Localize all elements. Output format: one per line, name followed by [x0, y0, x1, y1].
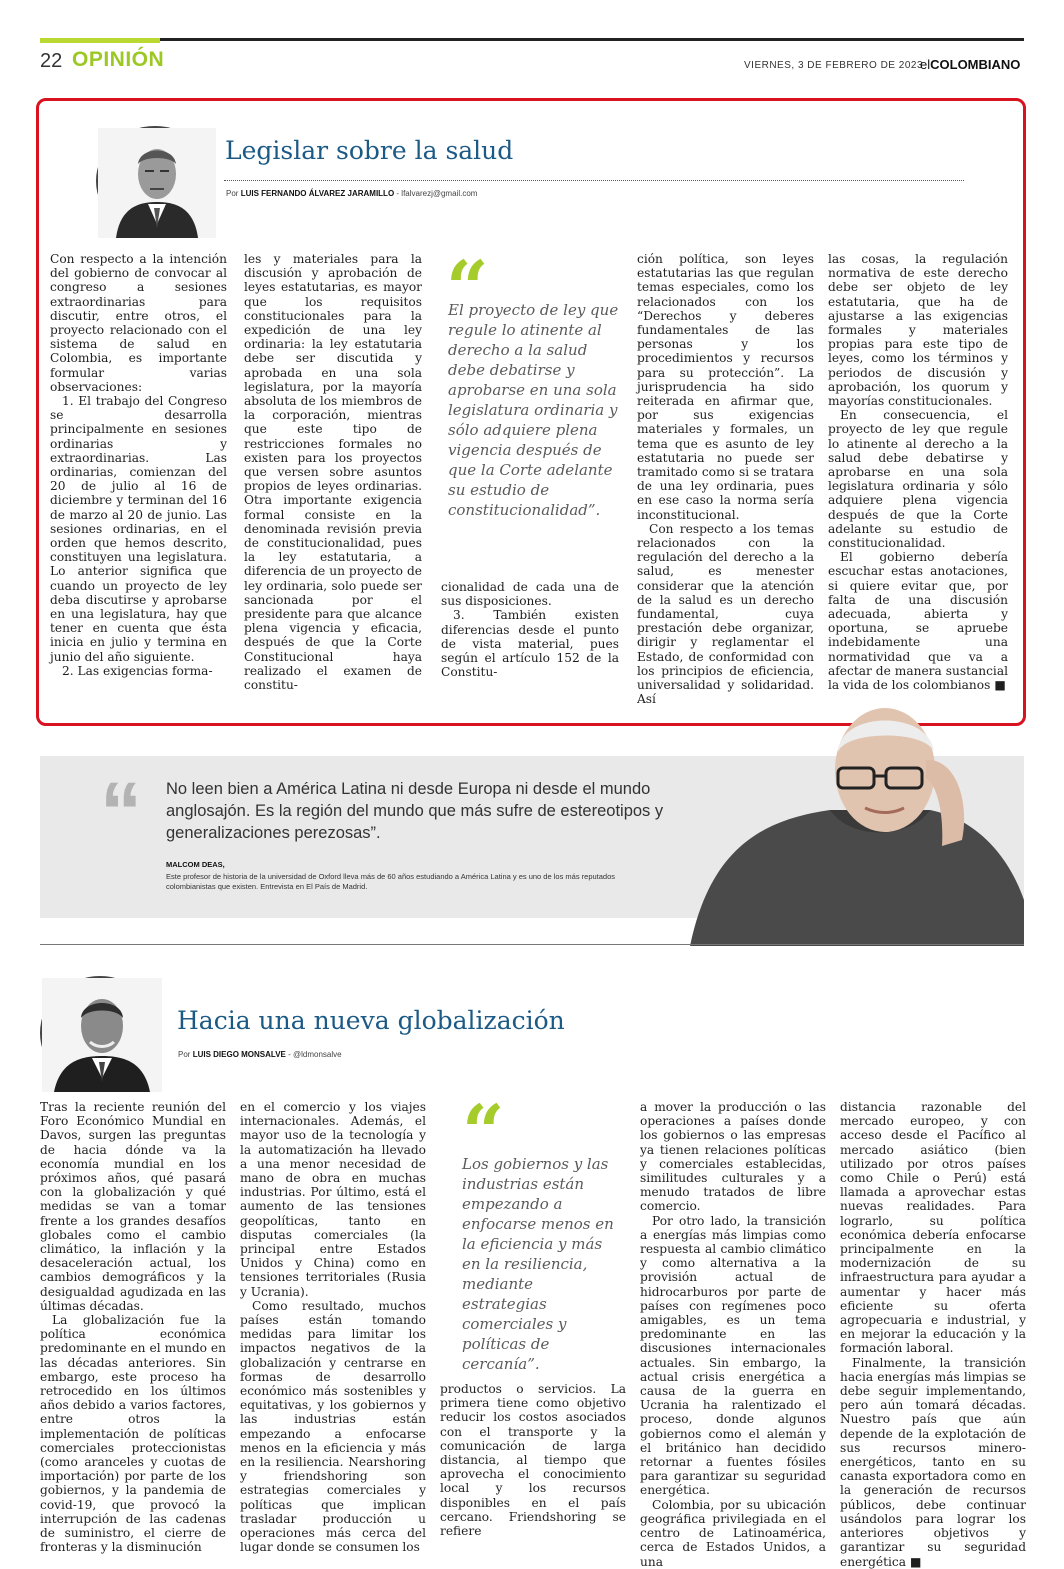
pull-quote: El proyecto de ley que regule lo atinente al derecho a la salud debe debatirse y aprobarse en una sola legislatura ordinaria y sólo adquiere plena vigencia después de que la Corte adelante su estudio de constitucionalidad”. [448, 301, 619, 519]
photo-illustration [680, 700, 1024, 946]
byline: Por LUIS DIEGO MONSALVE - @ldmonsalve [178, 1050, 342, 1059]
portrait-illustration [98, 128, 216, 238]
header-accent [40, 38, 160, 43]
pull-quote-mark: “ [462, 1090, 505, 1176]
paragraph: Por otro lado, la transición a energías más limpias como respuesta al cambio climático y como alternativa a la provisión actual de hidrocarburos por parte de países con regímenes poco amigables, es un tema predominante en las discusiones internacionales actuales. Sin embargo, la actual crisis energética a causa de la guerra en Ucrania ha ralentizado el proceso, donde algunos gobiernos como el alemán y el británico han decidido retornar a fuentes fósiles para garantizar su seguridad energética. [640, 1213, 826, 1498]
paragraph: en el comercio y los viajes internacionales. Además, el mayor uso de la tecnología y la automatización ha llevado a una menor necesidad de mano de obra en muchas industrias. Por último, está el aumento de las tensiones geopolíticas, tanto en disputas comerciales (la principal entre Estados Unidos y China) como en tensiones territoriales (Rusia y Ucrania). [240, 1100, 426, 1299]
paragraph: 1. El trabajo del Congreso se desarrolla principalmente en sesiones ordinarias y extraordinarias. Las ordinarias, comienzan del 20 de julio al 16 de diciembre y terminan del 16 de marzo al 20 de junio. Las sesiones ordinarias, en el orden que hemos descrito, constituyen una legislatura. Lo anterior significa que cuando un proyecto de ley deba discutirse y aprobarse en una legislatura, hay que tener en cuenta que ésta inicia en julio y termina en junio del año siguiente. [50, 394, 227, 664]
article-column-2 [240, 1100, 426, 1555]
band-quote-mark: “ [100, 765, 142, 859]
paragraph: las cosas, la regulación normativa de este derecho debe ser objeto de ley estatutaria, que ha de ajustarse a las exigencias formales y materiales propias para este tipo de leyes, como los términos y periodos de discusión y aprobación, los quorum y mayorías constitucionales. [828, 252, 1008, 409]
paragraph: Finalmente, la transición hacia energías más limpias se debe seguir implementando, pero aún tomará décadas. Nuestro país que aún depende de la explotación de sus recursos minero-energéticos, tanto en su canasta exportadora como en la generación de recursos públicos, debe continuar usándolos para lograr los anteriores objetivos y garantizar su seguridad energética ■ [840, 1355, 1026, 1569]
paragraph: Colombia, por su ubicación geográfica privilegiada en el centro de Latinoamérica, cerca de Estados Unidos, a una [640, 1497, 826, 1569]
article-headline: Hacia una nueva globalización [177, 1006, 565, 1035]
headline-dotted-rule [224, 180, 964, 181]
article-column-5 [828, 252, 1008, 692]
author-portrait [40, 976, 160, 1090]
paragraph: En consecuencia, el proyecto de ley que regule lo atinente al derecho a la salud debe debatirse y aprobarse en una sola legislatura ordinaria y sólo adquiere plena vigencia después de que la Corte adelante su estudio de constitucionalidad. [828, 408, 1008, 551]
paragraph: El gobierno debería escuchar estas anotaciones, si quiere evitar que, por falta de una discusión adecuada, abierta y oportuna, se apruebe indebidamente una normatividad que va a afectar de manera sustancial la vida de los colombianos ■ [828, 550, 1008, 693]
pull-quote: Los gobiernos y las industrias están empezando a enfocarse menos en la eficiencia y más en la resiliencia, mediante estrategias comerciales y políticas de cercanía”. [462, 1155, 614, 1373]
page-number: 22 [40, 50, 63, 72]
article-headline: Legislar sobre la salud [225, 136, 514, 165]
author-portrait [96, 126, 214, 236]
paragraph: distancia razonable del mercado europeo, y con acceso desde el Pacífico al mercado asiático (bien utilizado por otros países como Chile o Perú) está llamada a aprovechar estas nuevas realidades. Para lograrlo, su política económica debería enfocarse principalmente en la modernización de su infraestructura para ayudar a aumentar y hacer más eficiente su oferta agropecuaria e industrial, y en mejorar la educación y la formación laboral. [840, 1100, 1026, 1356]
byline: Por LUIS FERNANDO ÁLVAREZ JARAMILLO - lfalvarezj@gmail.com [226, 189, 478, 198]
paragraph: a mover la producción o las operaciones a países donde los gobiernos o las empresas ya tienen relaciones políticas y comerciales establecidas, similitudes culturales y a menudo tratados de libre comercio. [640, 1100, 826, 1214]
paragraph: cionalidad de cada una de sus disposiciones. [441, 580, 619, 609]
band-quote-bio: Este profesor de historia de la universidad de Oxford lleva más de 60 años estudiando a América Latina y es uno de los más reputados colombianistas que existen. Entrevista en El País de Madrid. [166, 872, 616, 891]
header-rule [40, 38, 1024, 41]
article-column-1 [40, 1100, 226, 1555]
article-column-4 [637, 252, 814, 707]
pull-quote-mark: “ [446, 246, 489, 332]
paragraph: Con respecto a los temas relacionados con la regulación del derecho a la salud, es menester considerar que la atención de la salud es un derecho fundamental, cuya prestación debe organizar, dirigir y reglamentar el Estado, de conformidad con los principios de eficiencia, universalidad y solidaridad. Así [637, 521, 814, 707]
paragraph: Tras la reciente reunión del Foro Económico Mundial en Davos, surgen las preguntas de hacia dónde va la economía mundial en los próximos años, qué pasará con la globalización y qué medidas se van a tomar frente a los grandes desafíos globales como el cambio climático, la inflación y la desaceleración actual, los cambios demográficos y la desigualdad agudizada en las últimas décadas. [40, 1100, 226, 1313]
article-column-4 [640, 1100, 826, 1569]
section-divider [40, 944, 1024, 945]
issue-date: VIERNES, 3 DE FEBRERO DE 2023 [744, 60, 924, 71]
article-column-2 [244, 252, 422, 692]
article-column-3 [441, 580, 619, 679]
article-column-5 [840, 1100, 1026, 1569]
paragraph: les y materiales para la discusión y aprobación de leyes estatutarias, es mayor que los requisitos constitucionales para la expedición de una ley ordinaria: la ley estatutaria debe ser discutida y aprobada en una sola legislatura, por la mayoría absoluta de los miembros de la corporación, mientras que este tipo de restricciones formales no existen para los proyectos que versen sobre asuntos propios de leyes ordinarias. Otra importante exigencia formal consiste en la denominada revisión previa de constitucionalidad, pues la ley estatutaria, a diferencia de un proyecto de ley ordinaria, solo puede ser sancionada por el presidente para que alcance plena vigencia y eficacia, después de que la Corte Constitucional haya realizado el examen de constitu- [244, 252, 422, 693]
portrait-illustration [42, 978, 162, 1092]
paragraph: Con respecto a la intención del gobierno de convocar al congreso a sesiones extraordinarias para discutir, entre otros, el proyecto relacionado con el sistema de salud en Colombia, es importante formular varias observaciones: [50, 252, 227, 394]
paragraph: productos o servicios. La primera tiene como objetivo reducir los costos asociados con el transporte y la comunicación de larga distancia, al tiempo que aprovecha el conocimiento local y los recursos disponibles en el país cercano. Friendshoring se refiere [440, 1382, 626, 1539]
paragraph: 2. Las exigencias forma- [62, 663, 213, 678]
paragraph: ción política, son leyes estatutarias las que regulan temas especiales, como los relacionados con los “Derechos y deberes fundamentales de las personas y los procedimientos y recursos para su protección”. La jurisprudencia ha sido reiterada en afirmar que, por sus exigencias materiales y formales, un tema que es asunto de ley estatutaria no puede ser tramitado como si se tratara de una ley ordinaria, pues en ese caso la norma sería inconstitucional. [637, 252, 814, 522]
paragraph: 3. También existen diferencias desde el punto de vista material, pues según el artículo 152 de la Constitu- [441, 608, 619, 680]
paragraph: Como resultado, muchos países están tomando medidas para limitar los impactos negativos de la globalización y centrarse en formas de desarrollo económico más sostenibles y equitativas, y los gobiernos y las industrias están empezando a enfocarse menos en la eficiencia y más en la resiliencia. Nearshoring y friendshoring son estrategias comerciales y políticas que implican trasladar producción u operaciones más cerca del lugar donde se consumen los [240, 1298, 426, 1555]
band-quote-text: No leen bien a América Latina ni desde Europa ni desde el mundo anglosajón. Es la región del mundo que más sufre de estereotipos y generalizaciones perezosas”. [166, 780, 664, 842]
section-title: OPINIÓN [72, 48, 165, 71]
newspaper-logo: elCOLOMBIANO [920, 57, 1021, 72]
article-column-3 [440, 1382, 626, 1538]
paragraph: La globalización fue la política económica predominante en el mundo en las décadas anteriores. Sin embargo, este proceso ha retrocedido en los últimos años debido a varios factores, entre otros la implementación de políticas comerciales proteccionistas (como aranceles y cuotas de importación) por parte de los gobiernos, y la pandemia de covid-19, que provocó la interrupción de las cadenas de suministro, el cierre de fronteras y la disminución [40, 1313, 226, 1555]
band-quote-author: MALCOM DEAS, [166, 860, 225, 869]
band-author-photo [680, 700, 1024, 946]
article-column-1 [50, 252, 227, 678]
